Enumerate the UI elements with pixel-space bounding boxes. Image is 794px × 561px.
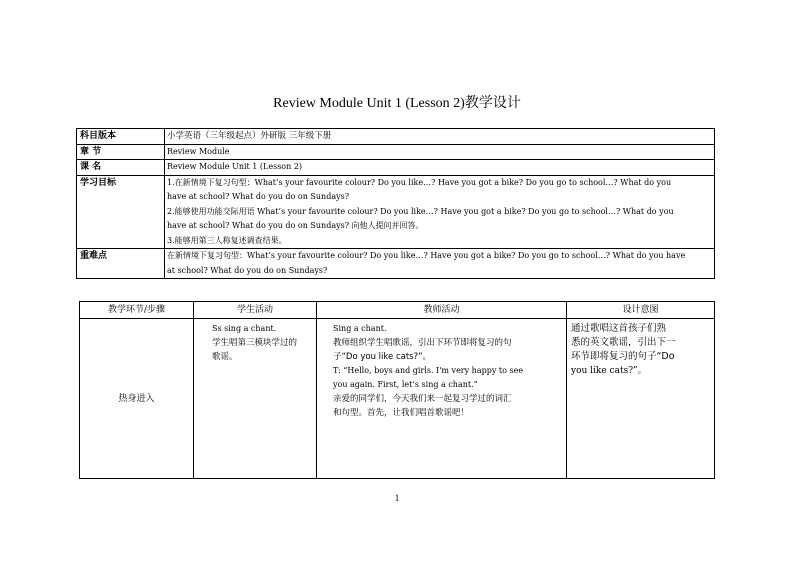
teacher-line: 教师组织学生唱歌谣，引出下环节即将复习的句 bbox=[333, 338, 512, 348]
key-points-row bbox=[77, 249, 715, 279]
key-point-line: at school? What do you do on Sundays? bbox=[167, 265, 328, 275]
student-activity bbox=[194, 319, 317, 479]
teacher-activity bbox=[317, 319, 567, 479]
intent-line: 环节即将复习的句子“Do bbox=[571, 351, 675, 362]
student-line: Ss sing a chant. bbox=[212, 324, 277, 333]
header-intent: 设计意图 bbox=[567, 302, 715, 319]
objectives-value bbox=[165, 175, 715, 249]
textbook-value: 小学英语（三年级起点）外研版 三年级下册 bbox=[165, 129, 715, 145]
step-name: 热身进入 bbox=[80, 319, 194, 479]
key-points-label: 重难点 bbox=[77, 249, 165, 279]
chapter-row bbox=[77, 144, 715, 160]
page-number: 1 bbox=[394, 493, 400, 503]
intent-line: you like cats?”。 bbox=[571, 366, 647, 376]
objective-line: 1.在新情境下复习句型：What’s your favourite colour? Do you like…? Have you got a bike? Do you go to school…? What do you bbox=[167, 177, 672, 187]
textbook-label: 科目版本 bbox=[77, 129, 165, 145]
key-points-value bbox=[165, 249, 715, 279]
teacher-line: 和句型。首先，让我们唱首歌谣吧！ bbox=[333, 408, 470, 418]
chapter-label: 章 节 bbox=[77, 144, 165, 160]
key-point-line: 在新情境下复习句型：What’s your favourite colour? Do you like…? Have you got a bike? Do you go to school…? What do you have bbox=[167, 251, 686, 260]
teacher-line: 子“Do you like cats?”。 bbox=[333, 352, 432, 362]
header-teacher: 教师活动 bbox=[317, 302, 567, 319]
header-student: 学生活动 bbox=[194, 302, 317, 319]
lesson-label: 课 名 bbox=[77, 160, 165, 176]
intent-line: 通过歌唱这首孩子们熟 bbox=[571, 323, 667, 334]
objective-line: 3.能够用第三人称复述调查结果。 bbox=[167, 235, 287, 245]
textbook-row bbox=[77, 129, 715, 145]
activity-header-row bbox=[80, 302, 715, 319]
activity-row bbox=[80, 319, 715, 479]
objective-line: have at school? What do you do on Sundays? 向他人提问并回答。 bbox=[167, 221, 424, 230]
lesson-value: Review Module Unit 1 (Lesson 2) bbox=[165, 160, 715, 176]
objective-line: 2.能够使用功能交际用语 What’s your favourite colour? Do you like…? Have you got a bike? Do you go to school…? What do you bbox=[167, 206, 674, 216]
header-step: 教学环节/步骤 bbox=[80, 302, 194, 319]
lesson-row bbox=[77, 160, 715, 176]
teacher-line: T: “Hello, boys and girls. I'm very happy to see bbox=[333, 366, 524, 375]
objectives-row bbox=[77, 175, 715, 249]
activity-table bbox=[79, 301, 715, 479]
student-line: 歌谣。 bbox=[212, 352, 238, 362]
chapter-value: Review Module bbox=[165, 144, 715, 160]
teacher-line: Sing a chant. bbox=[333, 324, 387, 333]
intent-line: 悉的英文歌谣，引出下一 bbox=[571, 337, 676, 348]
course-info-table bbox=[76, 128, 715, 279]
page-title: Review Module Unit 1 (Lesson 2)教学设计 bbox=[273, 96, 521, 111]
student-line: 学生唱第三模块学过的 bbox=[212, 338, 298, 348]
objectives-label: 学习目标 bbox=[77, 175, 165, 249]
design-intent bbox=[567, 319, 715, 479]
teacher-line: 亲爱的同学们，今天我们来一起复习学过的词汇 bbox=[333, 394, 512, 404]
teacher-line: you again. First, let’s sing a chant.” bbox=[333, 380, 478, 389]
objective-line: have at school? What do you do on Sundays? bbox=[167, 192, 350, 201]
